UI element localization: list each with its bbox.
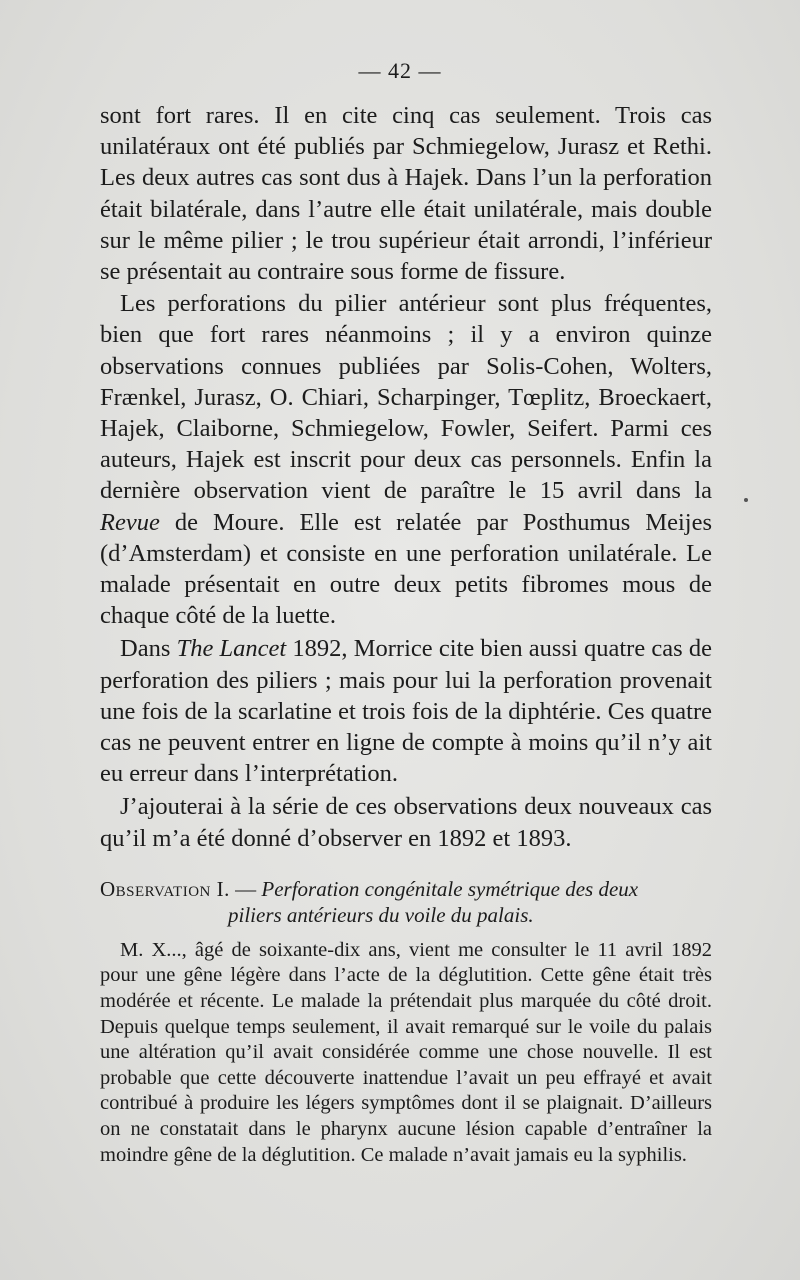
observation-title-line-2: piliers antérieurs du voile du palais. <box>228 902 534 927</box>
page-number: — 42 — <box>358 58 442 83</box>
paragraph-2 <box>100 288 712 631</box>
paragraph-1: sont fort rares. Il en cite cinq cas seulement. Trois cas unilatéraux ont été publiés par Schmiegelow, Jurasz et Rethi. Les deux autres cas sont dus à Hajek. Dans l’un la perforation était bilatérale, dans l’autre elle était unilatérale, mais double sur le même pilier ; le trou supérieur était arrondi, l’inférieur se présentait au contraire sous forme de fissure. <box>100 102 712 286</box>
paragraph-4: J’ajouterai à la série de ces observations deux nouveaux cas qu’il m’a été donné d’observer en 1892 et 1893. <box>100 793 712 852</box>
paragraph-3-text-a: Dans <box>120 635 177 663</box>
observation-title-line-1: Perforation congénitale symétrique des deux <box>261 876 639 901</box>
paragraph-2-text-b: de Moure. Elle est relatée par Posthumus Meijes (d’Amsterdam) et consiste en une perforation unilatérale. Le malade présentait en outre deux petits fibromes mous de chaque côté de la luette. <box>100 508 712 630</box>
paragraph-3 <box>100 633 712 789</box>
journal-title-lancet: The Lancet <box>176 635 287 663</box>
case-description: M. X..., âgé de soixante-dix ans, vient me consulter le 11 avril 1892 pour une gêne légère dans l’acte de la déglutition. Cette gêne était très modérée et récente. Le malade la prétendait plus marquée du côté droit. Depuis quelque temps seulement, il avait remarqué sur le voile du palais une altération qu’il avait considérée comme une chose nouvelle. Il est probable que cette découverte inattendue l’avait un peu effrayé et avait contribué à produire les légers symptômes dont il se plaignait. D’ailleurs on ne constatait dans le pharynx aucune lésion capable d’entraîner la moindre gêne de la déglutition. Ce malade n’avait jamais eu la syphilis. <box>100 938 712 1166</box>
paragraph-2-text-a: Les perforations du pilier antérieur sont plus fréquentes, bien que fort rares néanmoins ; il y a environ quinze observations connues publiées par Solis-Cohen, Wolters, Frænkel, Jurasz, O. Chiari, Scharpinger, Tœplitz, Broeckaert, Hajek, Claiborne, Schmiegelow, Fowler, Seifert. Parmi ces auteurs, Hajek est inscrit pour deux cas personnels. Enfin la dernière observation vient de paraître le 15 avril dans la <box>100 290 712 505</box>
paragraph-3-text-b: 1892, Morrice cite bien aussi quatre cas de perforation des piliers ; mais pour lui la perforation provenait une fois de la scarlatine et trois fois de la diphtérie. Ces quatre cas ne peuvent entrer en ligne de compte à moins qu’il n’y ait eu erreur dans l’interprétation. <box>100 635 713 788</box>
body-text <box>100 100 712 1168</box>
journal-title-revue: Revue <box>100 508 160 536</box>
ink-speck <box>744 498 748 502</box>
observation-heading <box>100 876 712 928</box>
observation-label: Observation I. <box>100 876 230 901</box>
observation-dash: — <box>229 876 262 901</box>
